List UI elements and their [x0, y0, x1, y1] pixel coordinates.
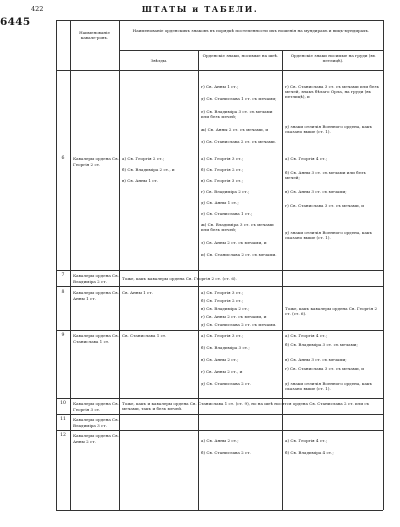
row-name-line: Георгія 3 ст. [73, 407, 101, 412]
chest-entry: б) Св. Анны 3 ст. съ мечами или безъ мечей; [285, 170, 366, 181]
table-rule-top [56, 20, 383, 21]
row-name-line: Кавалеры ордена Св. [73, 290, 119, 295]
chest-entry: д) знаки отличія Военного ордена, какъ сказано выше (ст. 1). [285, 124, 373, 135]
row-name-line: Владиміра 2 ст. [73, 279, 107, 284]
chest-entry: а) Св. Георгія 4 ст.; [285, 333, 328, 338]
star-entry: б) Св. Владиміра 2 ст., и [122, 167, 175, 172]
table-rule-head [56, 70, 383, 71]
star-entry: в) Св. Анны 1 ст. [122, 178, 159, 183]
row-number: 10 [60, 401, 66, 406]
chest-entry: б) Св. Владиміра 3 ст. съ мечами; [285, 342, 358, 347]
chest-entry: д) знаки отличія Военного ордена, какъ сказано выше (ст. 1). [285, 230, 373, 241]
margin-number: 6445 [0, 16, 31, 28]
table-rule-number [70, 20, 71, 510]
neck-entry: а) Св. Георгія 3 ст.; [201, 290, 244, 295]
neck-entry: б) Св. Станислава 2 ст. [201, 450, 251, 455]
neck-entry: г) Св. Анны 2 ст. съ мечами, и [201, 314, 267, 319]
neck-entry: б) Св. Георгія 2 ст.; [201, 298, 244, 303]
neck-entry: д) Св. Станислава 1 ст. съ мечами; [201, 96, 277, 101]
neck-entry: г) Св. Анны 2 ст., и [201, 369, 243, 374]
row-rule-6 [56, 270, 383, 271]
chest-entry: г) Св. Станислава 3 ст. съ мечами, и [285, 203, 365, 208]
row-name-line: Кавалеры ордена Св. [73, 333, 119, 338]
neck-entry: е) Св. Станислава 1 ст.; [201, 211, 253, 216]
table-rule-neck [282, 50, 283, 510]
neck-entry: д) Св. Станислава 2 ст. [201, 381, 251, 386]
row-span-text: Тоже, какъ кавалеры ордена Св. Георгія 2 ст. (ст. 6). [122, 276, 237, 281]
header-group: Наименованіе орденскихъ знаковъ въ порядкѣ постепенности ихъ ношенія на мундирахъ и вицъ-мундирахъ. [132, 28, 370, 33]
neck-entry: б) Св. Владиміра 3 ст.; [201, 345, 250, 350]
page-title: ШТАТЫ и ТАБЕЛИ. [141, 4, 259, 14]
neck-entry: д) Св. Станислава 2 ст. съ мечами. [201, 322, 277, 327]
neck-entry: з) Св. Станислава 2 ст. съ мечами. [201, 139, 277, 144]
row-rule-9 [56, 398, 383, 399]
row-number: 9 [61, 333, 65, 338]
neck-entry: б) Св. Георгія 2 ст.; [201, 167, 244, 172]
table-rule-bottom [56, 510, 383, 511]
row-number: 6 [61, 156, 65, 161]
table-rule-name [119, 20, 120, 510]
neck-entry: а) Св. Георгія 3 ст.; [201, 333, 244, 338]
row-rule-10 [56, 414, 383, 415]
neck-entry: в) Св. Георгія 3 ст.; [201, 178, 243, 183]
star-entry: Св. Станислава 1 ст. [122, 333, 167, 338]
neck-entry: а) Св. Анны 2 ст.; [201, 438, 239, 443]
row-span-text: Тоже, какъ и кавалеры ордена Св. Станислава 1 ст. (ст. 9), но на шеѣ носятся ордена Св. Станислава 2 ст. или съ мечами, такъ и безъ мечей. [122, 401, 370, 412]
neck-entry: в) Св. Анны 2 ст.; [201, 357, 239, 362]
header-neck: Орденскіе знаки, носимые на шеѣ. [202, 53, 279, 58]
row-rule-11 [56, 430, 383, 431]
chest-entry: б) Св. Владиміра 4 ст.; [285, 450, 334, 455]
header-name: Наименованіе кавале-ровъ. [79, 30, 110, 41]
row-number: 8 [61, 290, 65, 295]
row-name-line: Кавалеры ордена Св. [73, 273, 119, 278]
row-name-line: Кавалеры ордена Св. [73, 156, 119, 161]
chest-entry: а) Св. Георгія 4 ст.; [285, 156, 328, 161]
row-name-line: Станислава 1 ст. [73, 339, 110, 344]
header-stars: Звѣзды. [150, 58, 168, 63]
orders-table [56, 20, 383, 510]
row-number: 7 [61, 273, 65, 278]
chest-entry: г) Св. Станислава 3 ст. съ мечами, и [285, 366, 365, 371]
row-rule-8 [56, 330, 383, 331]
row-name-line: Кавалеры ордена Св. [73, 433, 119, 438]
neck-entry: г) Св. Владиміра 2 ст.; [201, 189, 250, 194]
chest-entry: д) знаки отличія Военного ордена, какъ сказано выше (ст. 1). [285, 381, 373, 392]
neck-entry: а) Св. Георгія 3 ст.; [201, 156, 244, 161]
neck-entry: в) Св. Владиміра 2 ст.; [201, 306, 250, 311]
row-number: 12 [60, 433, 66, 438]
row-name-line: Владиміра 3 ст. [73, 423, 107, 428]
row-name-line: Георгія 2 ст. [73, 162, 101, 167]
row-name-line: Анны 1 ст. [73, 296, 96, 301]
neck-entry: г) Св. Анны 1 ст.; [201, 84, 239, 89]
chest-entry: в) Св. Анны 3 ст. съ мечами; [285, 357, 347, 362]
page-number: 422 [31, 5, 44, 13]
row-name-line: Кавалеры ордена Св. [73, 401, 119, 406]
star-entry: Св. Анны 1 ст. [122, 290, 153, 295]
chest-entry: в) Св. Анны 3 ст. съ мечами; [285, 189, 347, 194]
neck-entry: и) Св. Станислава 2 ст. съ мечами. [201, 252, 277, 257]
chest-entry: г) Св. Станислава 3 ст. съ мечами или безъ мечей, знакъ бѣлаго Орла, на груди (въ петлицѣ), и [285, 84, 380, 100]
row-name-line: Кавалеры ордена Св. [73, 417, 119, 422]
star-entry: а) Св. Георгія 2 ст.; [122, 156, 165, 161]
row-number: 11 [60, 417, 66, 422]
neck-entry: ж) Св. Владиміра 3 ст. съ мечами или безъ мечей; [201, 222, 274, 233]
table-rule-group [119, 50, 383, 51]
chest-entry: Тоже, какъ кавалеры ордена Св. Георгія 2 ст. (ст. 6). [285, 306, 378, 317]
neck-entry: д) Св. Анны 1 ст.; [201, 200, 239, 205]
neck-entry: з) Св. Анны 2 ст. съ мечами, и [201, 240, 267, 245]
header-chest: Орденскіе знаки носимые на груди (въ петлицѣ). [290, 53, 376, 64]
neck-entry: е) Св. Владиміра 3 ст. съ мечами или безъ мечей; [201, 109, 273, 120]
chest-entry: а) Св. Георгія 4 ст.; [285, 438, 328, 443]
row-name-line: Анны 2 ст. [73, 439, 96, 444]
table-border-right [383, 20, 384, 510]
neck-entry: ж) Св. Анны 2 ст. съ мечами, и [201, 127, 269, 132]
row-rule-7 [56, 286, 383, 287]
